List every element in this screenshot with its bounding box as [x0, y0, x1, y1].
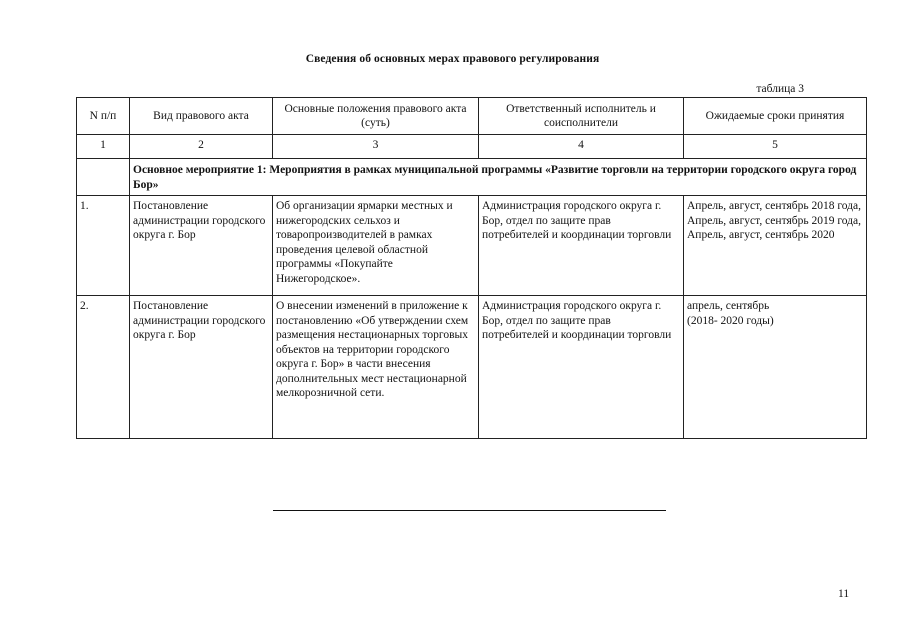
header-act-type: Вид правового акта [130, 98, 273, 135]
header-executor: Ответственный исполнитель и соисполнители [479, 98, 684, 135]
term-line: (2018- 2020 годы) [687, 314, 774, 327]
provisions-cell: О внесении изменений в приложение к постановлению «Об утверждении схем размещения нестационарных торговых объектов на территории городского округа г. Бор» в части внесения дополнительных мест нестационарной мелкорозничной сети. [273, 296, 479, 439]
table-row [77, 296, 867, 439]
header-provisions: Основные положения правового акта (суть) [273, 98, 479, 135]
row-number: 1. [77, 196, 130, 296]
column-number: 5 [684, 135, 867, 159]
act-type-cell: Постановление администрации городского округа г. Бор [130, 296, 273, 439]
table-label: таблица 3 [756, 83, 804, 95]
executor-cell: Администрация городского округа г. Бор, отдел по защите прав потребителей и координации торговли [479, 196, 684, 296]
divider-line [273, 510, 666, 511]
executor-cell: Администрация городского округа г. Бор, отдел по защите прав потребителей и координации торговли [479, 296, 684, 439]
term-line: Апрель, август, сентябрь 2020 [687, 229, 835, 241]
column-number: 4 [479, 135, 684, 159]
page-number: 11 [838, 588, 850, 600]
column-number: 2 [130, 135, 273, 159]
terms-cell [684, 296, 867, 439]
term-line: Апрель, август, сентябрь 2019 года, [687, 214, 862, 227]
column-number-row [77, 135, 867, 159]
terms-cell [684, 196, 867, 296]
header-terms: Ожидаемые сроки принятия [684, 98, 867, 135]
section-row [77, 159, 867, 196]
section-title: Основное мероприятие 1: Мероприятия в рамках муниципальной программы «Развитие торговли на территории городского округа город Бор» [130, 159, 867, 196]
header-number: N п/п [77, 98, 130, 135]
table-header-row [77, 98, 867, 135]
legal-measures-table [76, 97, 867, 439]
document-title: Сведения об основных мерах правового регулирования [305, 53, 600, 65]
term-line: Апрель, август, сентябрь 2018 года, [687, 200, 862, 212]
act-type-cell: Постановление администрации городского округа г. Бор [130, 196, 273, 296]
provisions-cell: Об организации ярмарки местных и нижегородских сельхоз и товаропроизводителей в рамках проведения целевой областной программы «Покупайте Нижегородское». [273, 196, 479, 296]
table-row [77, 196, 867, 296]
row-number: 2. [77, 296, 130, 439]
column-number: 3 [273, 135, 479, 159]
section-empty-cell [77, 159, 130, 196]
term-line: апрель, сентябрь [687, 300, 770, 312]
column-number: 1 [77, 135, 130, 159]
